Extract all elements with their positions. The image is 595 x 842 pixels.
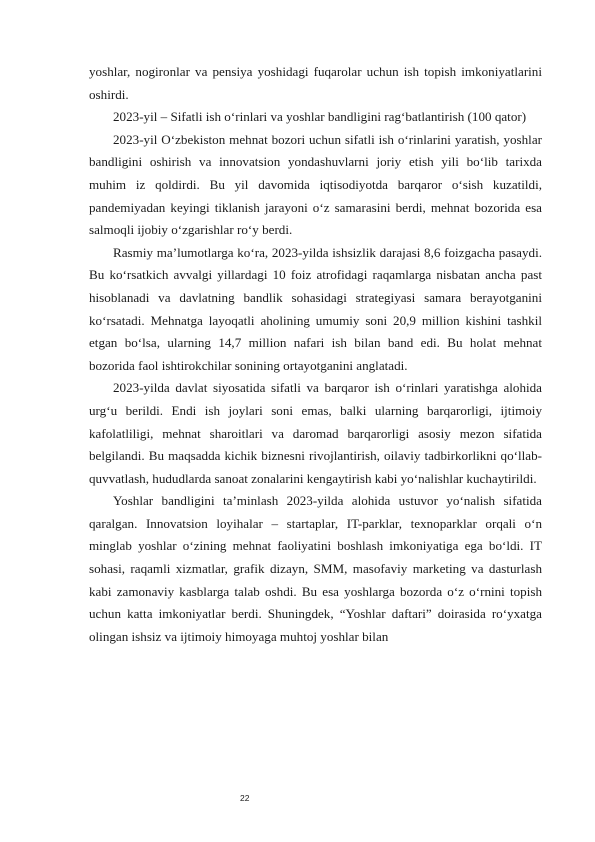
paragraph-intro-2023: 2023-yil O‘zbekiston mehnat bozori uchun sifatli ish o‘rinlarini yaratish, yoshlar bandligini oshirish va innovatsion yondashuvlarni joriy etish yili bo‘lib tarixda muhim iz qoldirdi. Bu yil davomida iqtisodiyotda barqaror o‘sish kuzatildi, pandemiyadan keyingi tiklanish jarayoni o‘z samarasini berdi, mehnat bozorida esa salmoqli ijobiy o‘zgarishlar ro‘y berdi.: [89, 131, 542, 238]
paragraph-continuation: yoshlar, nogironlar va pensiya yoshidagi fuqarolar uchun ish topish imkoniyatlarini oshirdi.: [89, 64, 542, 102]
page-number: 22: [240, 793, 250, 803]
body-text: [89, 61, 542, 648]
paragraph-unemployment-stats: Rasmiy ma’lumotlarga ko‘ra, 2023-yilda ishsizlik darajasi 8,6 foizgacha pasaydi. Bu ko‘rsatkich avvalgi yillardagi 10 foiz atrofidagi raqamlarga nisbatan ancha past hisoblanadi va davlatning bandlik sohasidagi strategiyasi samara berayotganini ko‘rsatadi. Mehnatga layoqatli aholining umumiy soni 20,9 million kishini tashkil etgan bo‘lsa, ularning 14,7 million nafari ish bilan band edi. Bu holat mehnat bozorida faol ishtirokchilar sonining ortayotganini anglatadi.: [89, 244, 542, 373]
paragraph-youth-employment: Yoshlar bandligini ta’minlash 2023-yilda alohida ustuvor yo‘nalish sifatida qaralgan. Innovatsion loyihalar – startaplar, IT-parklar, texnoparklar orqali o‘n minglab yoshlar o‘zining mehnat faoliyatini boshlash imkoniyatiga ega bo‘ldi. IT sohasi, raqamli xizmatlar, grafik dizayn, SMM, masofaviy marketing va dasturlash kabi zamonaviy kasblarga talab oshdi. Bu esa yoshlarga bozorda o‘z o‘rnini topish uchun katta imkoniyatlar berdi. Shuningdek, “Yoshlar daftari” doirasida ro‘yxatga olingan ishsiz va ijtimoiy himoyaga muhtoj yoshlar bilan: [89, 493, 542, 644]
paragraph-state-policy: 2023-yilda davlat siyosatida sifatli va barqaror ish o‘rinlari yaratishga alohida urg‘u berildi. Endi ish joylari soni emas, balki ularning barqarorligi, ijtimoiy kafolatliligi, mehnat sharoitlari va daromad barqarorligi asosiy mezon sifatida belgilandi. Bu maqsadda kichik biznesni rivojlantirish, oilaviy tadbirkorlikni qo‘llab-quvvatlash, hududlarda sanoat zonalarini kengaytirish kabi yo‘nalishlar kuchaytirildi.: [89, 380, 542, 486]
section-heading-2023: 2023-yil – Sifatli ish o‘rinlari va yoshlar bandligini rag‘batlantirish (100 qator): [113, 109, 527, 125]
